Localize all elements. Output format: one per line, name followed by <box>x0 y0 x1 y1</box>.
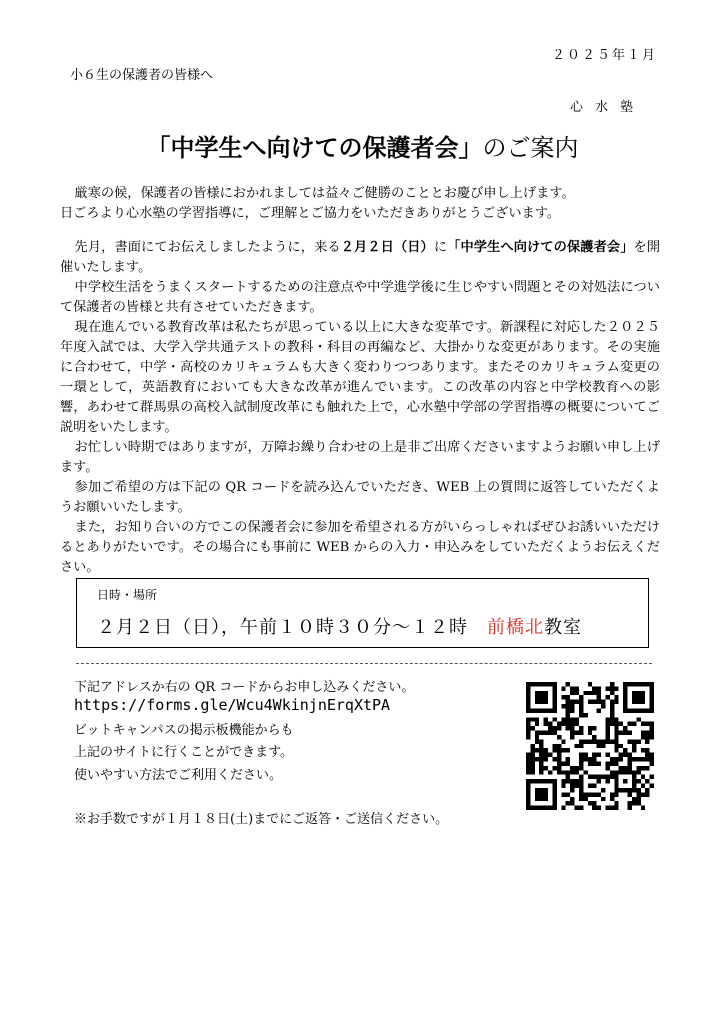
greeting-line-1: 厳寒の候，保護者の皆様におかれましては益々ご健勝のこととお慶び申し上げます。 <box>74 186 575 201</box>
sender-name: 心水塾 <box>569 100 645 115</box>
schedule-label: 日時・場所 <box>97 588 158 602</box>
title-suffix: のご案内 <box>482 134 579 162</box>
deadline-note: ※お手数ですが１月１８日(土)までにご返答・ご送信ください。 <box>74 812 449 827</box>
schedule-value <box>97 613 582 639</box>
p1-post: を開催いたします。 <box>60 240 661 275</box>
event-date: ２月２日（日） <box>340 240 434 255</box>
venue-highlight: 前橋北 <box>487 617 544 638</box>
p1-pre: 先月，書面にてお伝えしましたように，来る <box>74 240 341 255</box>
body-paragraph-5: 参加ご希望の方は下記の QR コードを読み込んでいただき、WEB 上の質問に返答していただくようお願いいたします。 <box>60 480 660 515</box>
recipient-line: 小６生の保護者の皆様へ <box>70 68 214 83</box>
body-paragraph-6: また，お知り合いの方でこの保護者会に参加を希望される方がいらっしゃればぜひお誘いいただけるとありがたいです。その場合にも事前に WEB からの入力・申込みをしていただくようお伝えください。 <box>60 520 660 575</box>
schedule-box <box>76 578 649 648</box>
usage-line: 使いやすい方法でご利用ください。 <box>74 768 283 783</box>
page-title <box>0 128 725 163</box>
body-paragraph-4: お忙しい時期ではありますが，万障お繰り合わせの上是非ご出席くださいますようお願い申し上げます。 <box>60 440 660 475</box>
body-paragraph-2: 中学校生活をうまくスタートするための注意点や中学進学後に生じやすい問題とその対処法について保護者の皆様と共有させていただきます。 <box>60 280 660 315</box>
application-intro: 下記アドレスか右の QR コードからお申し込みください。 <box>74 680 415 695</box>
schedule-datetime: ２月２日（日），午前１０時３０分～１２時 <box>97 617 468 638</box>
form-url-link[interactable]: https://forms.gle/Wcu4WkinjnErqXtPA <box>74 696 391 714</box>
body-text <box>60 238 660 578</box>
body-paragraph-1 <box>60 238 660 278</box>
board-line-2: 上記のサイトに行くことができます。 <box>74 745 294 760</box>
qr-code-icon[interactable] <box>526 682 654 810</box>
board-line-1: ビットキャンパスの掲示板機能からも <box>74 723 294 738</box>
dashed-divider <box>76 663 652 664</box>
document-date: ２０２５年１月 <box>551 48 657 63</box>
title-main: 「中学生へ向けての保護者会」 <box>146 134 483 162</box>
p1-mid: に <box>433 240 448 255</box>
body-paragraph-3: 現在進んでいる教育改革は私たちが思っている以上に大きな変革です。新課程に対応した２０２５年度入試では、大学入学共通テストの教科・科目の再編など、大掛かりな変更があります。その実施に合わせて，中学・高校のカリキュラムも大きく変わりつつあります。またそのカリキュラム変更の一環として，英語教育においても大きな改革が進んでいます。この改革の内容と中学校教育への影響，あわせて群馬県の高校入試制度改革にも触れた上で，心水塾中学部の学習指導の概要についてご説明をいたします。 <box>60 320 660 435</box>
greeting-line-2: 日ごろより心水塾の学習指導に，ご理解とご協力をいただきありがとうございます。 <box>60 206 561 221</box>
venue-suffix: 教室 <box>544 617 582 638</box>
event-name: 「中学生へ向けての保護者会」 <box>447 240 634 255</box>
greeting-paragraph <box>60 184 660 224</box>
